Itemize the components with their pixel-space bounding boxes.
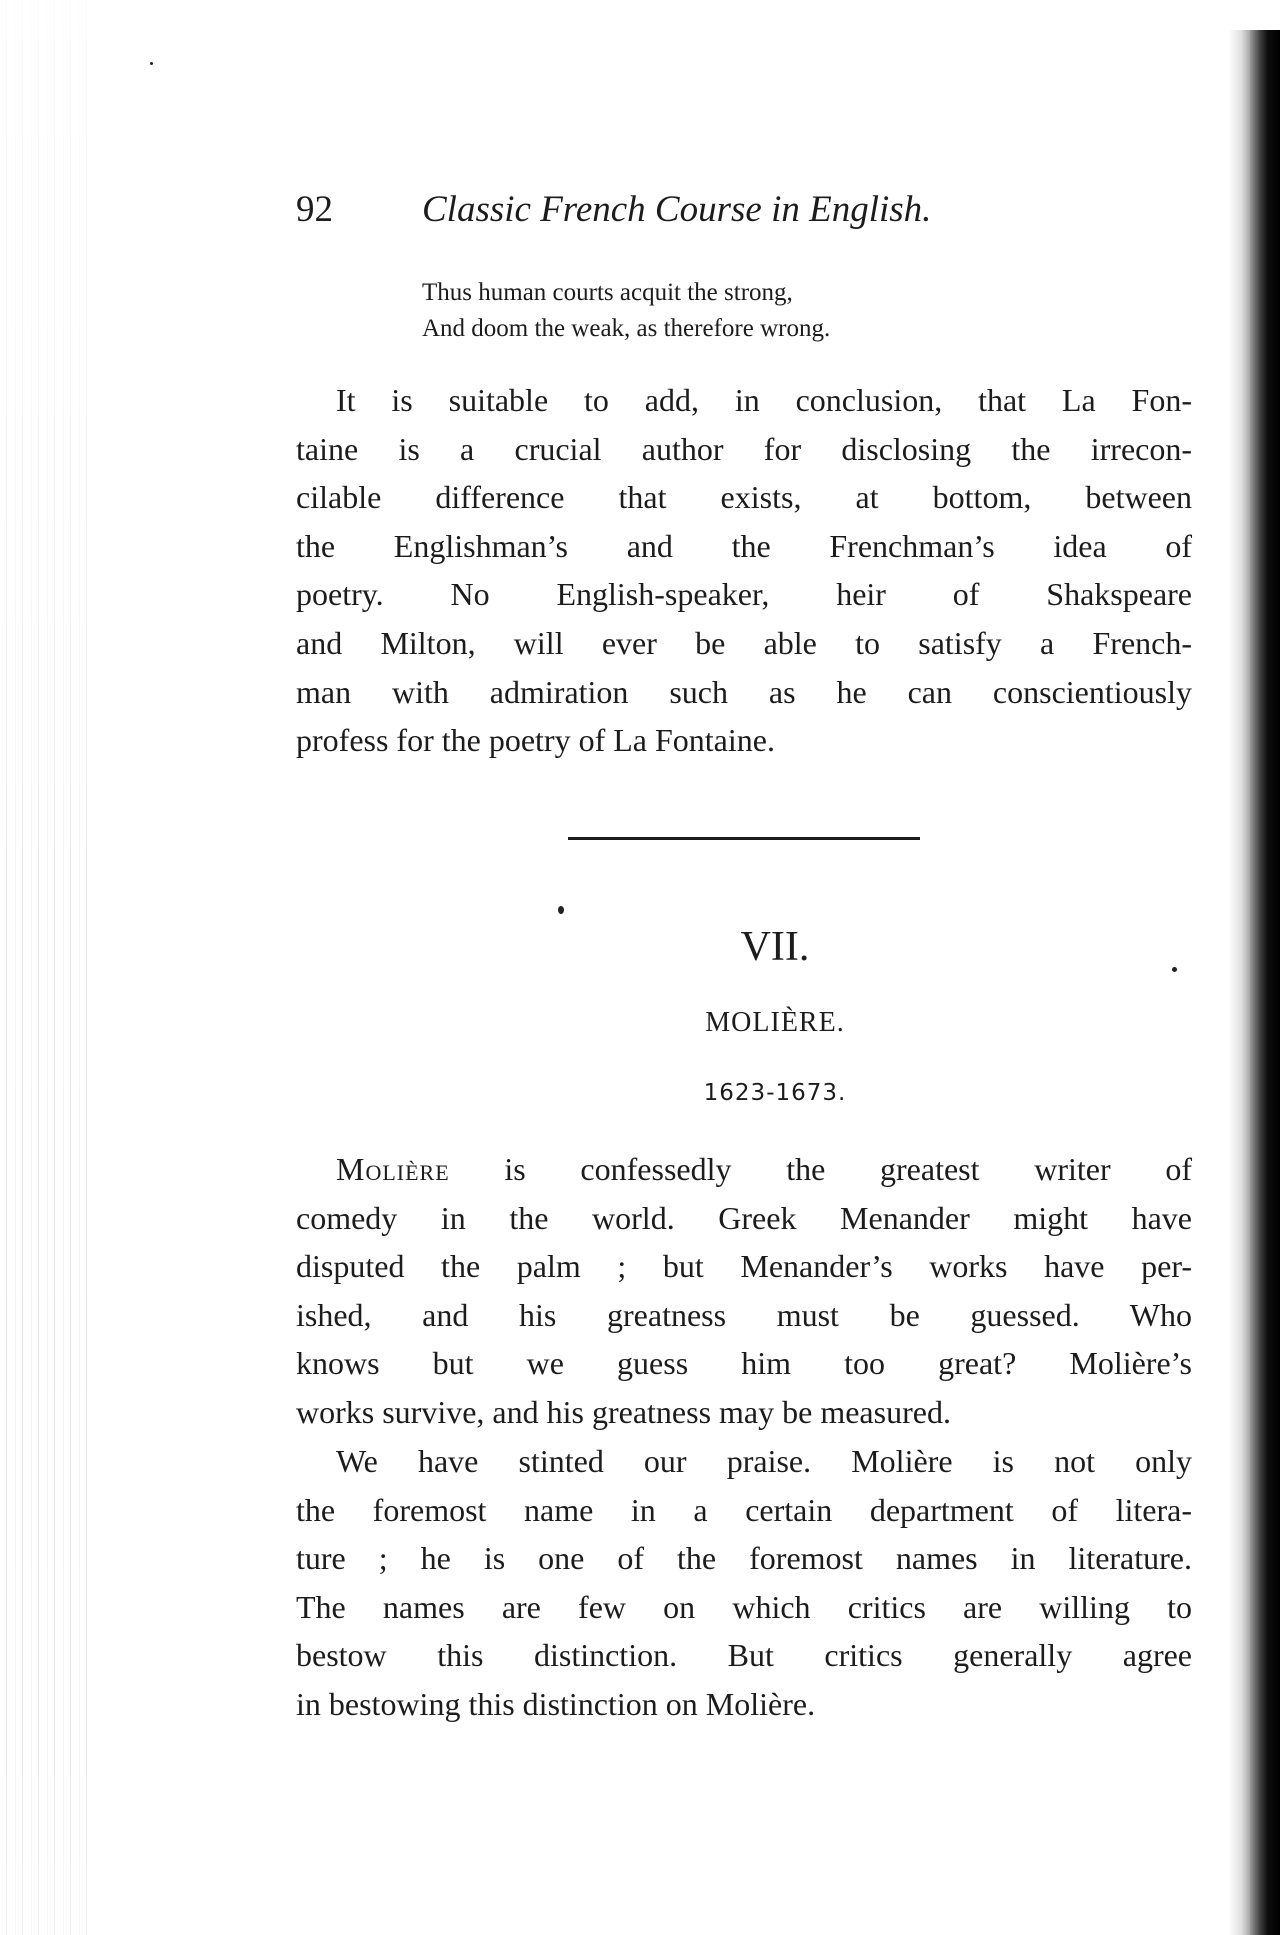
text-line [296, 1145, 1192, 1194]
text-line: It is suitable to add, in conclusion, that La Fon- [336, 382, 1192, 418]
page-number: 92 [296, 189, 333, 230]
paragraph-conclusion [296, 376, 1192, 765]
text-fragment: is confessedly the greatest writer of [449, 1151, 1192, 1187]
scan-speck [150, 62, 153, 65]
text-line: poetry. No English-speaker, heir of Shakspeare [296, 576, 1192, 613]
right-binding-edge [1250, 30, 1280, 1935]
text-line: in bestowing this distinction on Molière. [296, 1685, 816, 1722]
text-line: taine is a crucial author for disclosing the irrecon- [296, 430, 1192, 467]
text-line: the Englishman’s and the Frenchman’s idea of [296, 527, 1192, 564]
paragraph-moliere-praise [296, 1437, 1192, 1729]
section-divider-rule [568, 837, 920, 840]
text-line: comedy in the world. Greek Menander might have [296, 1199, 1192, 1236]
verse-quotation [422, 275, 830, 347]
text-line: cilable difference that exists, at bottom, between [296, 479, 1192, 516]
lead-word: Molière [336, 1151, 450, 1187]
running-title: Classic French Course in English. [422, 189, 932, 230]
left-gutter-fade [0, 0, 90, 1935]
text-line: works survive, and his greatness may be measured. [296, 1393, 951, 1430]
chapter-dates: 1623-1673. [703, 1080, 847, 1106]
text-line: disputed the palm ; but Menander’s works have per- [296, 1248, 1192, 1285]
text-line: bestow this distinction. But critics generally agree [296, 1637, 1192, 1674]
text-line: the foremost name in a certain department of litera- [296, 1491, 1192, 1528]
scan-speck [558, 906, 564, 914]
verse-line: And doom the weak, as therefore wrong. [422, 315, 831, 342]
binding-shadow [1228, 30, 1250, 1935]
text-line: ished, and his greatness must be guessed. Who [296, 1296, 1192, 1333]
text-line: profess for the poetry of La Fontaine. [296, 722, 775, 759]
text-line: man with admiration such as he can conscientiously [296, 673, 1192, 710]
text-line: ture ; he is one of the foremost names in literature. [296, 1540, 1192, 1577]
paragraph-moliere-intro [296, 1145, 1192, 1437]
text-line: and Milton, will ever be able to satisfy a French- [296, 624, 1192, 661]
verse-line: Thus human courts acquit the strong, [422, 279, 793, 306]
text-line: The names are few on which critics are willing to [296, 1588, 1192, 1625]
chapter-title: MOLIÈRE. [705, 1007, 845, 1038]
chapter-number: VII. [740, 924, 810, 970]
scan-speck [1172, 967, 1177, 972]
running-head [296, 188, 1196, 232]
text-line: We have stinted our praise. Molière is not only [336, 1443, 1192, 1479]
text-line: knows but we guess him too great? Molière’s [296, 1345, 1192, 1382]
